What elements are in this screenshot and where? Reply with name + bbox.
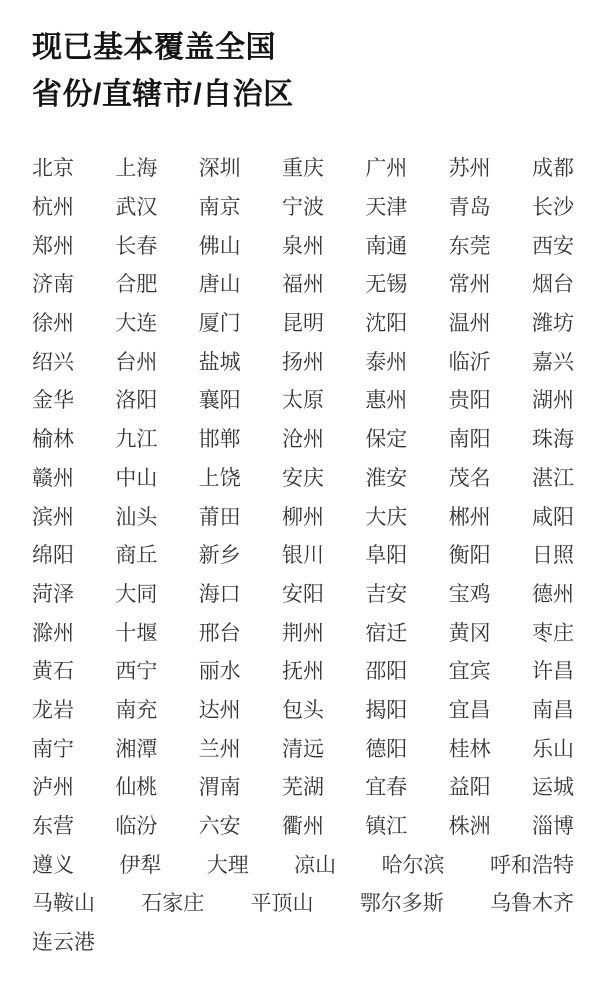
city-item: 南通: [365, 234, 408, 258]
city-item: 鄂尔多斯: [359, 892, 444, 916]
city-row: [32, 496, 574, 535]
city-item: 榆林: [32, 428, 74, 452]
city-item: 泉州: [281, 234, 324, 258]
city-row: [32, 148, 574, 187]
city-item: 益阳: [448, 776, 491, 800]
city-item: 昆明: [281, 312, 324, 336]
city-item: 凉山: [294, 853, 337, 877]
city-item: 烟台: [531, 273, 574, 297]
city-item: 武汉: [115, 196, 158, 220]
city-item: 淮安: [365, 466, 408, 490]
city-item: 石家庄: [141, 892, 205, 916]
city-item: 咸阳: [531, 505, 574, 529]
city-item: 金华: [32, 389, 74, 413]
city-item: 十堰: [115, 621, 158, 645]
city-item: 运城: [531, 776, 574, 800]
city-item: 湛江: [531, 466, 574, 490]
city-item: 盐城: [198, 350, 241, 374]
city-item: 龙岩: [32, 698, 74, 722]
city-item: 乌鲁木齐: [490, 892, 574, 916]
city-item: 无锡: [365, 273, 408, 297]
city-item: 镇江: [365, 815, 408, 839]
city-item: 呼和浩特: [489, 853, 574, 877]
city-item: 桂林: [448, 737, 491, 761]
city-row: [32, 806, 574, 845]
city-row: [32, 651, 574, 690]
city-item: 贵阳: [448, 389, 491, 413]
city-item: 大同: [115, 582, 158, 606]
city-item: 遵义: [32, 853, 74, 877]
city-item: 湖州: [531, 389, 574, 413]
city-item: 宜昌: [448, 698, 491, 722]
city-item: 重庆: [281, 157, 324, 181]
city-row: [32, 612, 574, 651]
city-item: 绍兴: [32, 350, 74, 374]
city-item: 吉安: [365, 582, 408, 606]
page-title-line-1: 现已基本覆盖全国: [32, 31, 276, 64]
city-item: 青岛: [448, 196, 491, 220]
city-item: 南京: [198, 196, 241, 220]
city-item: 包头: [281, 698, 324, 722]
city-item: 南充: [115, 698, 158, 722]
city-item: 六安: [198, 815, 241, 839]
city-item: 清远: [281, 737, 324, 761]
city-item: 潍坊: [531, 312, 574, 336]
city-item: 邢台: [198, 621, 241, 645]
city-item: 宜宾: [448, 660, 491, 684]
city-item: 广州: [365, 157, 408, 181]
city-item: 台州: [115, 350, 158, 374]
city-row: [32, 458, 574, 497]
city-row: [32, 922, 574, 961]
city-item: 沧州: [281, 428, 324, 452]
city-item: 杭州: [32, 196, 74, 220]
city-item: 平顶山: [250, 892, 314, 916]
city-row: [32, 341, 574, 380]
city-item: 珠海: [531, 428, 574, 452]
city-item: 安庆: [281, 466, 324, 490]
city-item: 惠州: [365, 389, 408, 413]
city-item: 枣庄: [531, 621, 574, 645]
city-item: 商丘: [115, 544, 158, 568]
city-item: 达州: [198, 698, 241, 722]
city-row: [32, 690, 574, 729]
city-item: 临沂: [448, 350, 491, 374]
city-row: [32, 883, 574, 922]
city-item: 常州: [448, 273, 491, 297]
city-item: 渭南: [198, 776, 241, 800]
city-item: 泰州: [365, 350, 408, 374]
city-row: [32, 303, 574, 342]
city-item: 宁波: [281, 196, 324, 220]
city-item: 福州: [281, 273, 324, 297]
city-item: 西安: [531, 234, 574, 258]
city-item: 衢州: [281, 815, 324, 839]
city-item: 芜湖: [281, 776, 324, 800]
city-row: [32, 380, 574, 419]
city-item: 南阳: [448, 428, 491, 452]
page-title: [32, 24, 574, 118]
city-item: 苏州: [448, 157, 491, 181]
city-item: 嘉兴: [531, 350, 574, 374]
city-item: 扬州: [281, 350, 324, 374]
city-item: 宜春: [365, 776, 408, 800]
city-item: 中山: [115, 466, 158, 490]
city-item: 哈尔滨: [381, 853, 445, 877]
city-row: [32, 728, 574, 767]
city-item: 南宁: [32, 737, 74, 761]
city-item: 北京: [32, 157, 74, 181]
city-row: [32, 767, 574, 806]
city-item: 合肥: [115, 273, 158, 297]
city-item: 滁州: [32, 621, 74, 645]
city-row: [32, 187, 574, 226]
city-item: 洛阳: [115, 389, 158, 413]
city-item: 抚州: [281, 660, 324, 684]
city-item: 温州: [448, 312, 491, 336]
city-item: 茂名: [448, 466, 491, 490]
city-item: 丽水: [198, 660, 241, 684]
city-item: 株洲: [448, 815, 491, 839]
city-item: 伊犁: [119, 853, 162, 877]
city-item: 九江: [115, 428, 158, 452]
city-item: 安阳: [281, 582, 324, 606]
city-item: 襄阳: [198, 389, 241, 413]
city-item: 乐山: [531, 737, 574, 761]
city-item: 深圳: [198, 157, 241, 181]
city-row: [32, 419, 574, 458]
city-item: 邵阳: [365, 660, 408, 684]
city-item: 揭阳: [365, 698, 408, 722]
city-item: 邯郸: [198, 428, 241, 452]
city-item: 宿迁: [365, 621, 408, 645]
city-row: [32, 844, 574, 883]
city-item: 黄冈: [448, 621, 491, 645]
city-item: 菏泽: [32, 582, 74, 606]
city-item: 南昌: [531, 698, 574, 722]
city-item: 衡阳: [448, 544, 491, 568]
city-grid: [32, 148, 574, 960]
city-item: 长春: [115, 234, 158, 258]
city-item: 天津: [365, 196, 408, 220]
city-item: 东莞: [448, 234, 491, 258]
city-item: 德阳: [365, 737, 408, 761]
city-item: 太原: [281, 389, 324, 413]
city-item: 长沙: [531, 196, 574, 220]
city-item: 汕头: [115, 505, 158, 529]
city-item: 柳州: [281, 505, 324, 529]
city-item: 阜阳: [365, 544, 408, 568]
city-item: 莆田: [198, 505, 241, 529]
city-item: 日照: [531, 544, 574, 568]
city-item: 厦门: [198, 312, 241, 336]
city-item: 许昌: [531, 660, 574, 684]
city-item: 上饶: [198, 466, 241, 490]
city-item: 滨州: [32, 505, 74, 529]
page-title-line-2: 省份/直辖市/自治区: [32, 78, 294, 111]
city-item: 郴州: [448, 505, 491, 529]
city-row: [32, 535, 574, 574]
city-item: 大庆: [365, 505, 408, 529]
city-row: [32, 264, 574, 303]
city-item: 临汾: [115, 815, 158, 839]
city-item: 保定: [365, 428, 408, 452]
city-item: 成都: [531, 157, 574, 181]
city-item: 银川: [281, 544, 324, 568]
city-item: 佛山: [198, 234, 241, 258]
city-item: 济南: [32, 273, 74, 297]
city-item: 德州: [531, 582, 574, 606]
city-item: 大连: [115, 312, 158, 336]
city-item: 赣州: [32, 466, 74, 490]
city-item: 连云港: [32, 931, 95, 955]
city-item: 荆州: [281, 621, 324, 645]
city-item: 唐山: [198, 273, 241, 297]
city-item: 黄石: [32, 660, 74, 684]
city-item: 淄博: [531, 815, 574, 839]
city-item: 上海: [115, 157, 158, 181]
city-item: 新乡: [198, 544, 241, 568]
city-item: 徐州: [32, 312, 74, 336]
city-item: 大理: [206, 853, 249, 877]
city-item: 东营: [32, 815, 74, 839]
city-item: 郑州: [32, 234, 74, 258]
city-item: 西宁: [115, 660, 158, 684]
city-item: 兰州: [198, 737, 241, 761]
city-item: 宝鸡: [448, 582, 491, 606]
city-item: 绵阳: [32, 544, 74, 568]
city-item: 仙桃: [115, 776, 158, 800]
city-row: [32, 225, 574, 264]
city-item: 湘潭: [115, 737, 158, 761]
city-item: 沈阳: [365, 312, 408, 336]
city-row: [32, 574, 574, 613]
city-item: 马鞍山: [32, 892, 95, 916]
city-item: 海口: [198, 582, 241, 606]
city-item: 泸州: [32, 776, 74, 800]
